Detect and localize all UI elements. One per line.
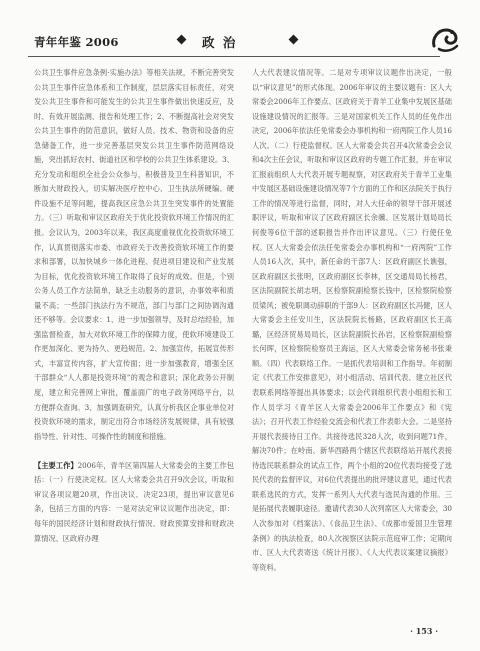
right-column (252, 66, 452, 575)
header-rule (28, 56, 440, 57)
diamond-ornament-left (177, 35, 187, 45)
main-work-paragraph (34, 459, 234, 546)
page-number: · 153 · (410, 626, 438, 636)
running-header (28, 32, 466, 54)
left-column (34, 66, 234, 546)
main-work-text: 2006年，青羊区第四届人大常委会的主要工作包括：（一）行使决定权。区人大常委会共召开9次会议，听取和审议各项议题20项，作出决议、决定23项，提出审议意见6条，包括三方面的内容：一是对法定审议议题作出决定，即：每年的国民经济计划和财政执行情况、财政预算安排和财政决算情况、区政府办理 (34, 460, 234, 543)
right-paragraph: 人大代表建议情况等。二是对专项审议议题作出决定，一般以“审议意见”的形式体现。2006年审议的主要议题有：区人大常委会2006年工作要点、区政府关于青羊工业集中发展区基础设施建设情况的汇报等。三是对国家机关工作人员的任免作出决定，2006年依法任免常委会办事机构和一府两院工作人员16人次。（二）行使监督权。区人大常委会共召开4次常委会会议和4次主任会议，听取和审议区政府的专题工作汇报，并在审议汇报前组织人大代表开展专题视察，对区政府关于青羊工业集中发展区基础设施建设情况等7个方面的工作和区法院关于执行工作的情况等进行监督，同时，对人大任命的领导干部开展述职评议，听取和审议了区政府副区长余骥、区发展计划局局长何俊等6位干部的述职报告并作出评议意见。（三）行使任免权。区人大常委会依法任免常委会办事机构和“一府两院”工作人员16人次，其中，新任命的干部7人：区政府副区长谯强，区政府副区长张明，区政府副区长李林，区交通局局长杨君，区法院副院长胡志明，区检察院副检察长钱中，区检察院检察员梁风；被免职调动辞职的干部9人：区政府副区长冯健，区人大常委会主任安川生，区法院院长杨路，区政府副区长王高璐，区经济贸易局局长，区法院副院长孙岩，区检察院副检察长何晖，区检察院检察员王海运，区人大常委会常务秘书张秉顺。（四）代表联络工作。一是抓代表培训和工作指导。年初制定《代表工作安排意见》，对小组活动、培训代表、建立社区代表联系网络等提出具体要求；以会代训组织代表小组组长和工作人员学习《青羊区人大常委会2006年工作要点》和《宪法》；召开代表工作经验交流会和代表工作表彰大会。二是坚持开展代表接待日工作。共接待选民328人次，收到问题71件，解决70件；在岭南、新华西路两个辖区代表联络站开展代表接待选民联系群众的试点工作，两个小组的20位代表均接受了选民代表的监督评议，对6位代表提出的批评建议意见，通过代表联系选民的方式，发挥一系列人大代表与选民沟通的作用。三是拓展代表履职途径。邀请代表30人次列席区人大常委会，30人次参加对《档案法》、《食品卫生法》、《成都市爱国卫生管理条例》的执法检查，80人次视察区法院示范庭审工作；定期向市、区人大代表寄送《统计月报》、《人大代表议案建议摘报》等资料。 (252, 68, 452, 572)
left-paragraph: 公共卫生事件应急条例·实施办法》等相关法规，不断完善突发公共卫生事件应急体系和工作制度，层层落实目标责任，对突发公共卫生事件和可能发生的公共卫生事件做出快速反应，及时、有效开展监测、报告和处理工作；2、不断提高社会对突发公共卫生事件的防范意识，做好人员、技术、物资和设备的应急储备工作，进一步完善基层突发公共卫生事件防范网络设施，突出抓好农村、街道社区和学校的公共卫生体系建设。3、充分发动和组织全社会公众参与，积极普及卫生科普知识，不断加大财政投入，切实解决医疗控中心、卫生执法所硬编、硬件设施不足等问题，提高我区应急公共卫生突发事件的处置能力。（三）听取和审议区政府关于优化投资软环境工作情况的汇报。会议认为，2003年以来，我区高度重视优化投资软环境工作，认真贯彻落实市委、市政府关于改善投资软环境工作的要求和部署，以加快城乡一体化进程、促进项目建设和产业发展为目标，优化投资软环境工作取得了良好的成效。但是，个别公务人员工作方法简单，缺乏主动服务的意识，办事效率和质量不高；一些部门执法行为不规范，部门与部门之间协调沟通还不够等。会议要求：1、进一步加强领导，及时总结经验，加强监督检查，加大对软环境工作的保障力度，使软环境建设工作更加深化、更为持久、更趋规范。2、加强宣传，拓展宣传形式，丰富宣传内容，扩大宣传面；进一步加强教育，增强全区干部群众“人人都是投资环境”的观念和意识；深化政务公开制度，建立和完善网上审批，覆盖面广的电子政务网络平台，以方便群众查询。3、加强调查研究，认真分析我区企事业单位对投资软环境的需求，制定出符合市场经济发展规律，具有较强指导性、针对性、可操作性的制度和措施。 (34, 68, 234, 441)
diamond-ornament-right (289, 35, 299, 45)
yearbook-logo-icon (430, 24, 462, 54)
section-title: 政 治 (202, 35, 238, 50)
main-work-label: 【主要工作】 (34, 460, 78, 470)
yearbook-title: 青年年鉴 2006 (34, 35, 119, 49)
